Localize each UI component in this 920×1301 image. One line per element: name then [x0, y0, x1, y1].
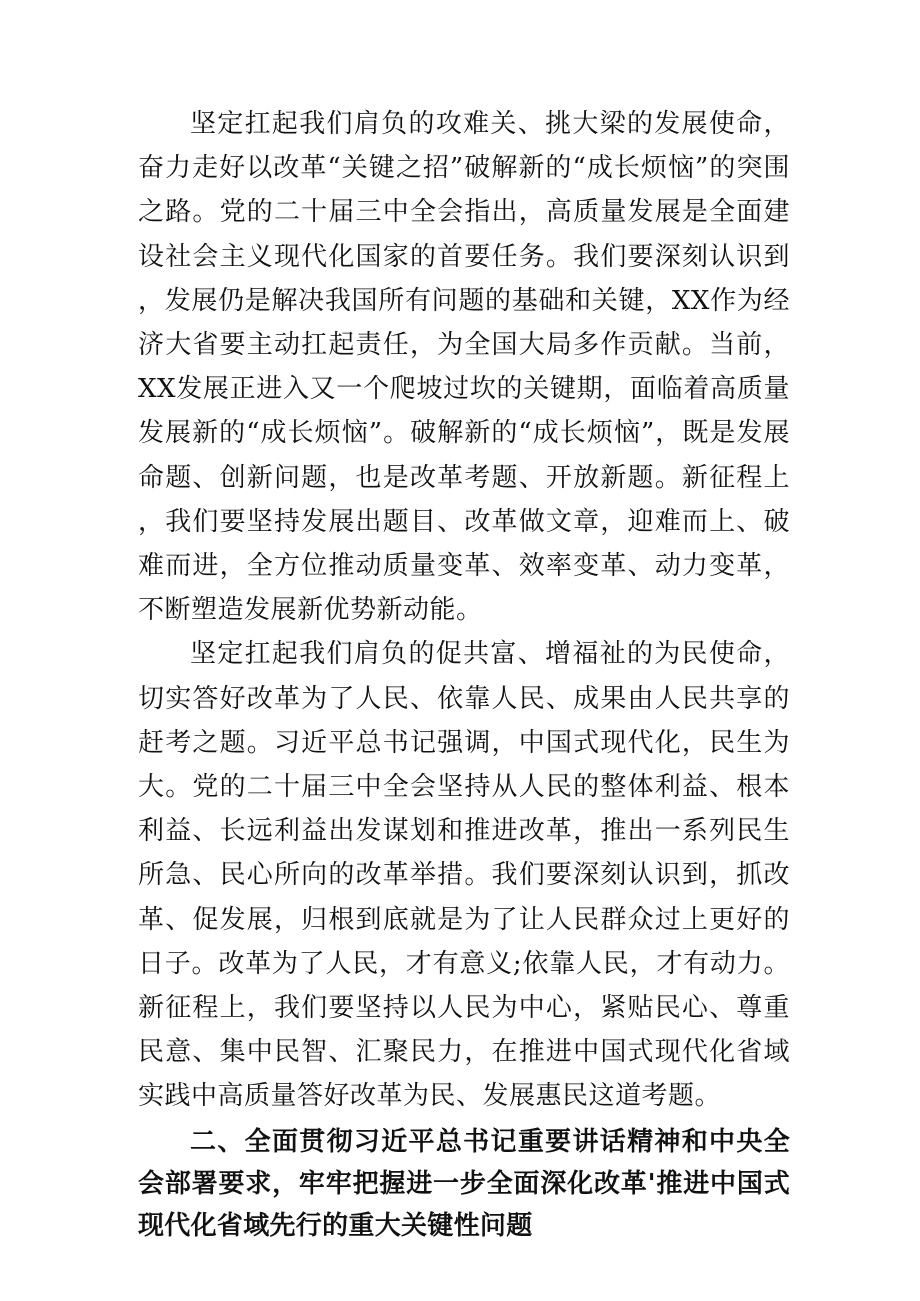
section-heading: 二、全面贯彻习近平总书记重要讲话精神和中央全会部署要求，牢牢把握进一步全面深化改革'推进中国式现代化省域先行的重大关键性问题 — [138, 1126, 790, 1241]
paragraph-development-mission: 坚定扛起我们肩负的攻难关、挑大梁的发展使命，奋力走好以改革“关键之招”破解新的“成长烦恼”的突围之路。党的二十届三中全会指出，高质量发展是全面建设社会主义现代化国家的首要任务。我们要深刻认识到，发展仍是解决我国所有问题的基础和关键，XX作为经济大省要主动扛起责任，为全国大局多作贡献。当前，XX发展正进入又一个爬坡过坎的关键期，面临着高质量发展新的“成长烦恼”。破解新的“成长烦恼”，既是发展命题、创新问题，也是改革考题、开放新题。新征程上，我们要坚持发展出题目、改革做文章，迎难而上、破难而进，全方位推动质量变革、效率变革、动力变革，不断塑造发展新优势新动能。 — [138, 109, 790, 626]
document-body — [138, 102, 790, 1247]
paragraph-people-mission: 坚定扛起我们肩负的促共富、增福祉的为民使命，切实答好改革为了人民、依靠人民、成果由人民共享的赶考之题。习近平总书记强调，中国式现代化，民生为大。党的二十届三中全会坚持从人民的整体利益、根本利益、长远利益出发谋划和推进改革，推出一系列民生所急、民心所向的改革举措。我们要深刻认识到，抓改革、促发展，归根到底就是为了让人民群众过上更好的日子。改革为了人民，才有意义;依靠人民，才有动力。新征程上，我们要坚持以人民为中心，紧贴民心、尊重民意、集中民智、汇聚民力，在推进中国式现代化省域实践中高质量答好改革为民、发展惠民这道考题。 — [138, 639, 790, 1112]
